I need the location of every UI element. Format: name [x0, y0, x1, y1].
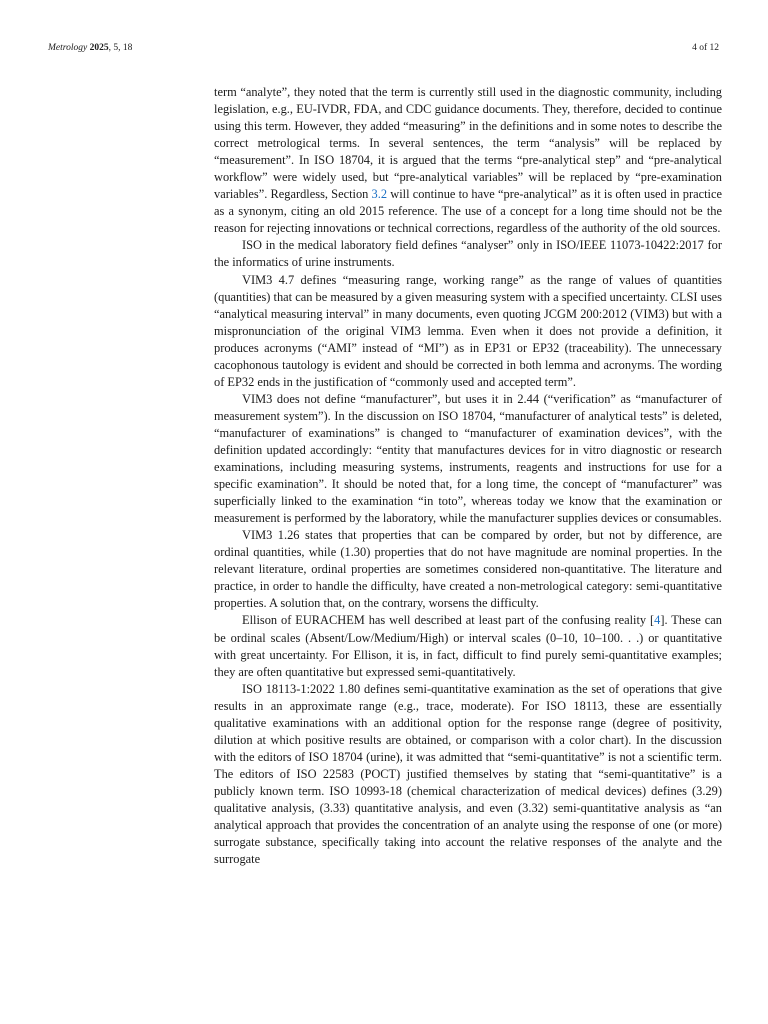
paragraph-ordinal-quantities [214, 527, 722, 612]
body-text [214, 84, 722, 868]
running-header [48, 40, 719, 56]
section-link-3-2[interactable]: 3.2 [371, 187, 388, 202]
text-segment: term “analyte”, they noted that the term is currently still used in the diagnostic community, including legislation, e.g., EU-IVDR, FDA, and CDC guidance documents. They, therefore, decided to continue using this term. However, they added “measuring” in the definitions and in some notes to describe the correct metrological terms. In several sentences, the term “analysis” will be replaced by “measurement”. In ISO 18704, it is argued that the terms “pre-analytical step” and “pre-analytical workflow” were widely used, but “pre-analytical variables” will be replaced by “pre-examination variables”. Regardless, Section [214, 85, 722, 202]
text-segment: ]. These can be ordinal scales (Absent/Low/Medium/High) or interval scales (0–10, 10–100. . .) or quantitative with great uncertainty. For Ellison, it is, in fact, difficult to find purely semi-quantitative examples; they are often quantitative but expressed semi-quantitatively. [214, 613, 722, 679]
journal-year: 2025 [89, 43, 109, 53]
paragraph-measuring-range [214, 272, 722, 391]
paragraph-semi-quantitative [214, 681, 722, 869]
text-segment: ISO in the medical laboratory field defines “analyser” only in ISO/IEEE 11073-10422:2017 for the informatics of urine instruments. [214, 238, 722, 270]
text-segment: VIM3 1.26 states that properties that can be compared by order, but not by difference, are ordinal quantities, while (1.30) properties that do not have magnitude are nominal properties. In the relevant literature, ordinal properties are sometimes considered non-quantitative. The literature and practice, in order to handle the difficulty, have created a non-metrological category: semi-quantitative properties. A solution that, on the contrary, worsens the difficulty. [214, 528, 722, 611]
text-segment: Ellison of EURACHEM has well described at least part of the confusing reality [ [242, 613, 655, 628]
paragraph-manufacturer [214, 391, 722, 527]
journal-volume: , 5, 18 [108, 43, 133, 53]
citation-link-4[interactable]: 4 [654, 613, 661, 628]
paragraph-analyser [214, 237, 722, 271]
text-segment: VIM3 does not define “manufacturer”, but uses it in 2.44 (“verification” as “manufacturer of measurement system”). In the discussion on ISO 18704, “manufacturer of analytical tests” is deleted, “manufacturer of examinations” is changed to “manufacturer of examination devices”, with the definition updated accordingly: “entity that manufactures devices for in vitro diagnostic or research examinations, including measuring systems, instruments, reagents and instructions for use for a specific examination”. It should be noted that, for a long time, the concept of “manufacturer” was superficially linked to the examination “in toto”, whereas today we know that the examination or measurement is performed by the laboratory, while the manufacturer supplies devices or consumables. [214, 391, 722, 526]
text-segment: VIM3 4.7 defines “measuring range, working range” as the range of values of quantities (quantities) that can be measured by a given measuring system with a specified uncertainty. CLSI uses “analytical measuring interval” in many documents, even quoting JCGM 200:2012 (VIM3) but with a mispronunciation of the original VIM3 lemma. Even when it does not provide a definition, it produces acronyms (“AMI” instead of “MI”) as in EP31 or EP32 (traceability). The unnecessary cacophonous tautology is evident and should be corrected in both lemma and acronyms. The wording of EP32 ends in the justification of “commonly used and accepted term”. [214, 272, 722, 389]
page-indicator: 4 of 12 [692, 43, 719, 53]
journal-citation [48, 40, 132, 56]
text-segment: ISO 18113-1:2022 1.80 defines semi-quantitative examination as the set of operations that give results in an approximate range (e.g., trace, moderate). For ISO 18113, these are essentially qualitative examinations with an additional option for the response range (degree of positivity, dilution at which positive results are obtained, or comparison with a color chart). In the discussion with the editors of ISO 18704 (urine), it was admitted that “semi-quantitative” is not a scientific term. The editors of ISO 22583 (POCT) justified themselves by stating that “semi-quantitative” is a publicly known term. ISO 10993-18 (chemical characterization of medical devices) defines (3.29) qualitative analysis, (3.33) quantitative analysis, and even (3.32) semi-quantitative analysis as “an analytical approach that provides the concentration of an analyte using the response of one (or more) surrogate substance, specifically taking into account the relative responses of the analyte and the surrogate [214, 681, 722, 867]
paragraph-continued [214, 84, 722, 237]
paragraph-ellison [214, 612, 722, 680]
journal-name: Metrology [48, 43, 88, 53]
text-segment: will continue to have “pre-analytical” as it is often used in practice as a synonym, citing an old 2015 reference. The use of a concept for a long time should not be the reason for rejecting innovations or technical corrections, regardless of the authority of the old sources. [214, 187, 722, 236]
